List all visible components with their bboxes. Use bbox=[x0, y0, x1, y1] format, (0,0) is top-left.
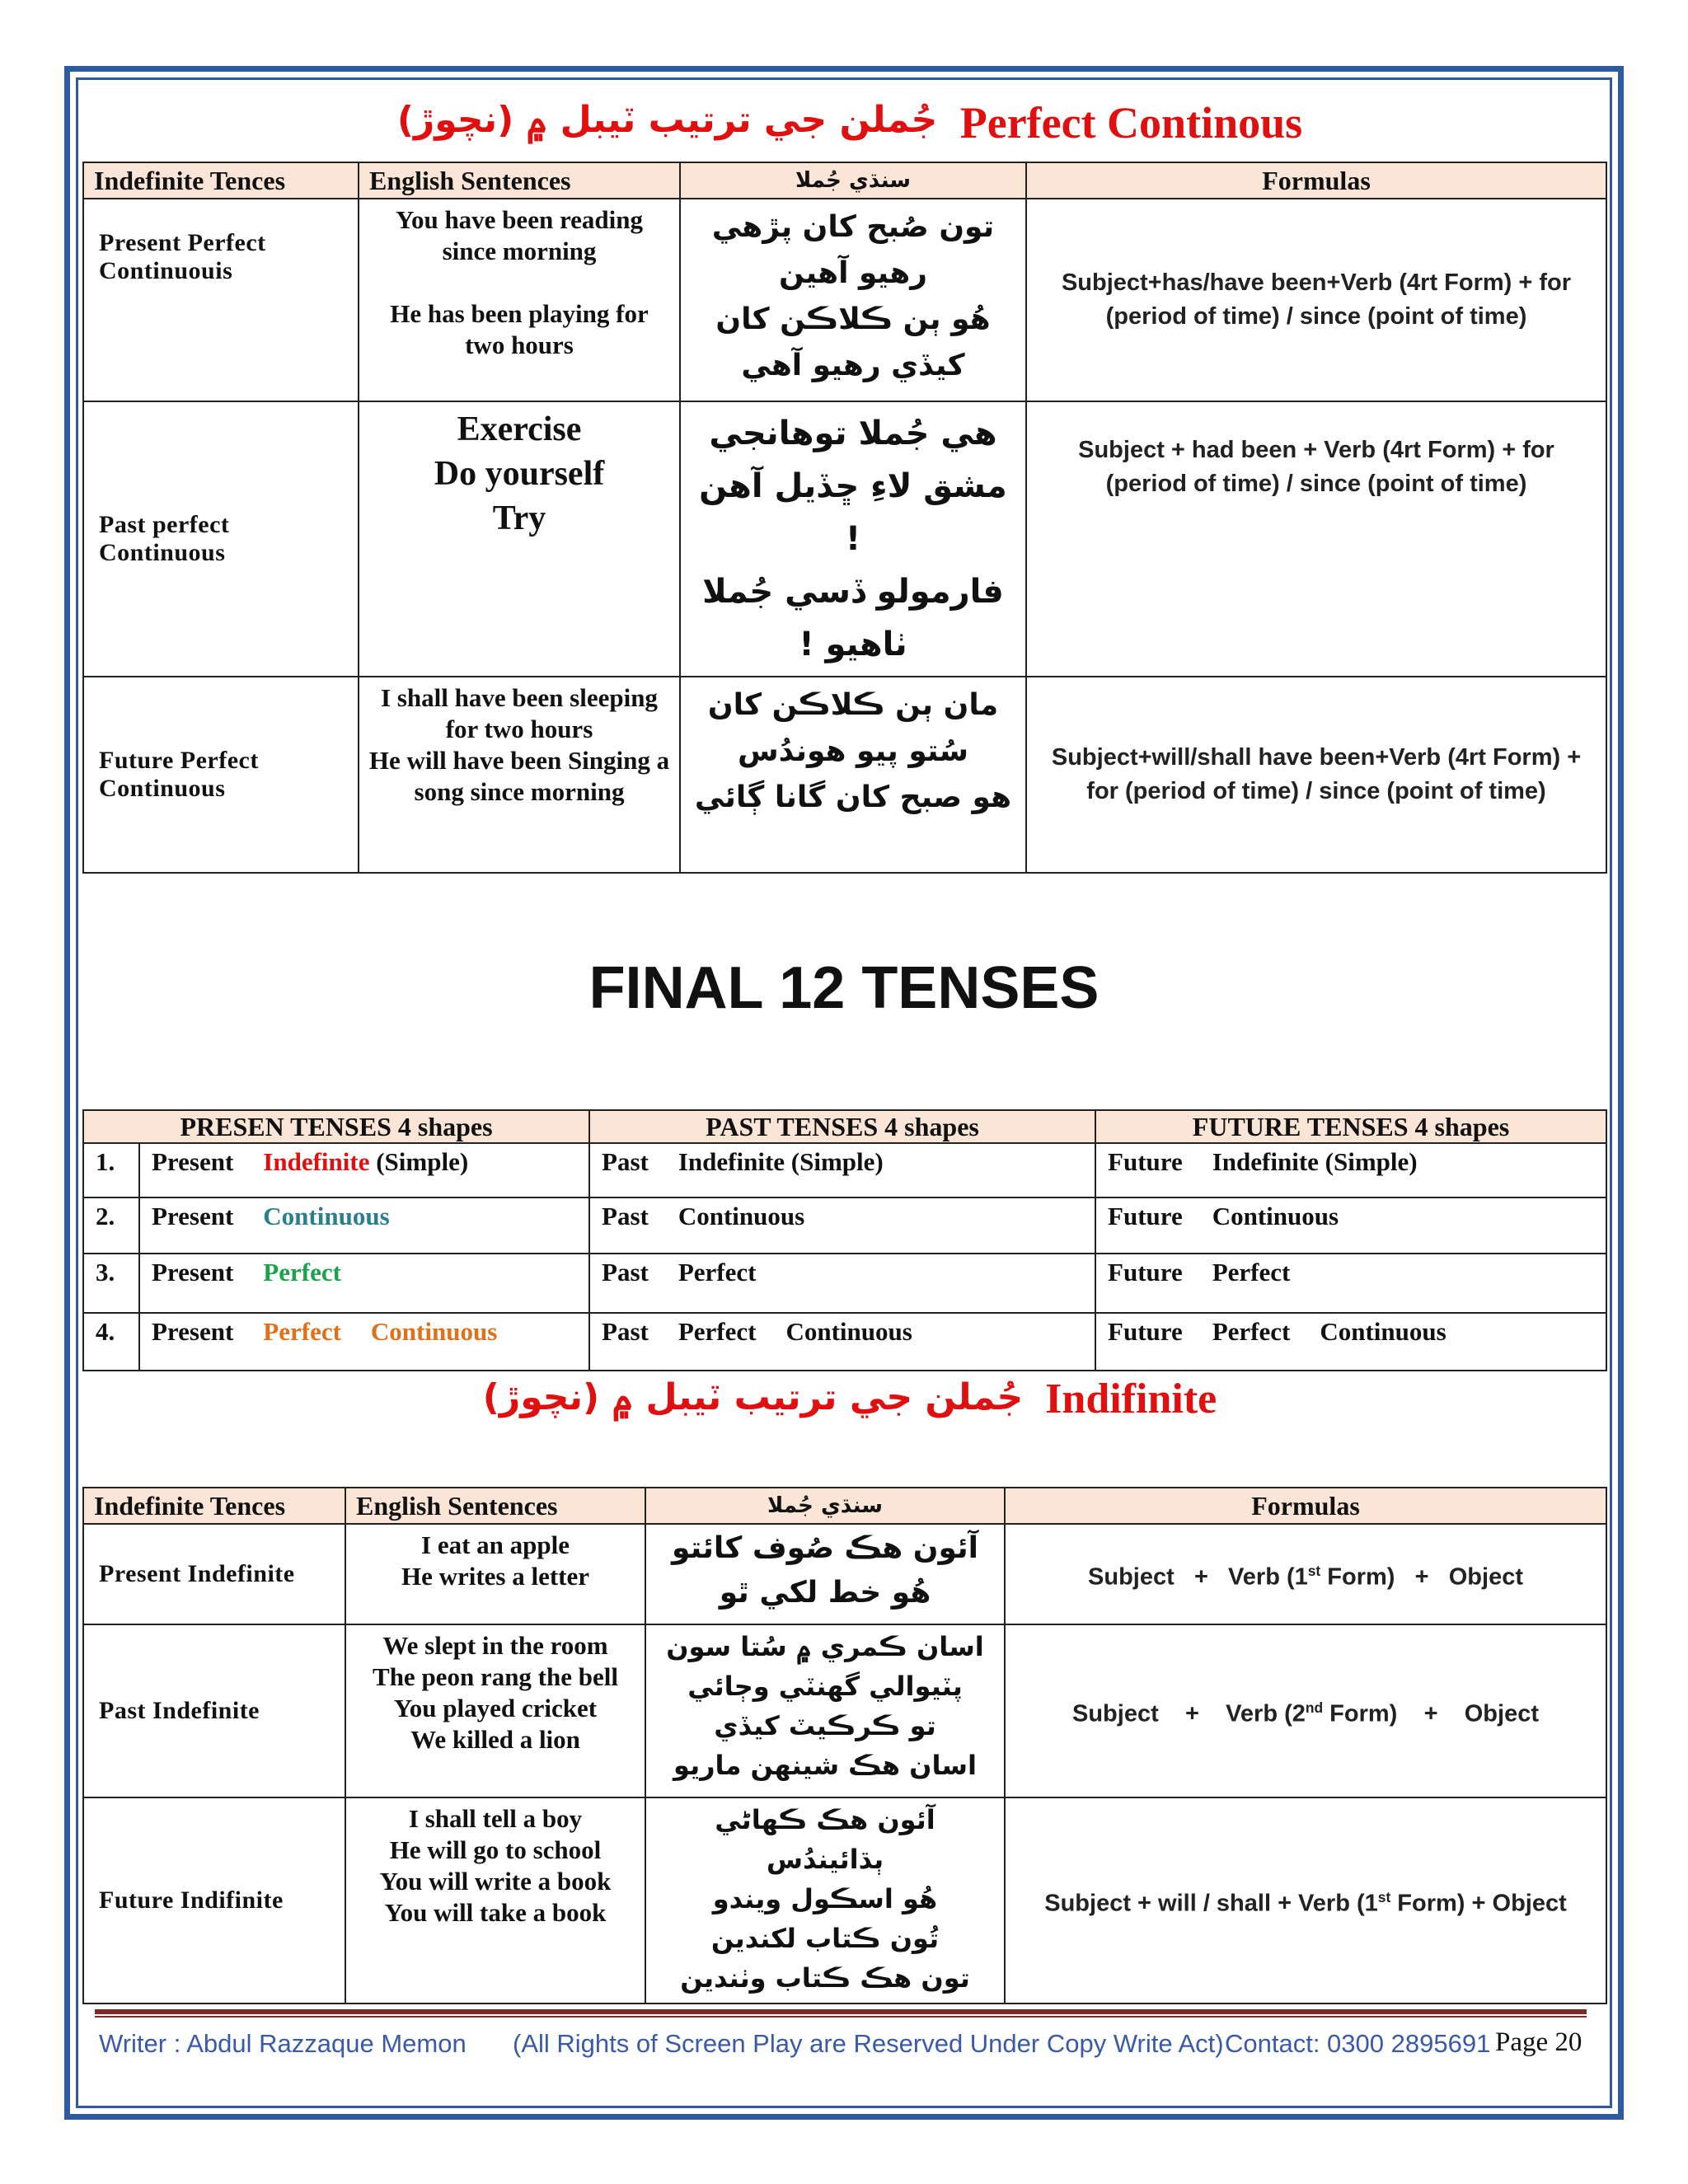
sentence: He has been playing for two hours bbox=[390, 299, 649, 359]
future-tense-cell: Future Perfect Continuous bbox=[1095, 1313, 1606, 1371]
formula: Subject+has/have been+Verb (4rt Form) + for (period of time) / since (point of time) bbox=[1026, 199, 1606, 401]
footer-contact: Contact: 0300 2895691 bbox=[1225, 2029, 1491, 2058]
sentence: آئون هڪ ڪهاڻي ٻڌائيندُس bbox=[715, 1804, 935, 1875]
sentence: اسان هڪ شينهن ماريو bbox=[673, 1750, 977, 1781]
header-english: English Sentences bbox=[359, 162, 680, 199]
table-row bbox=[83, 1143, 1606, 1197]
sentence: هُو خط لکي ٿو bbox=[719, 1576, 931, 1610]
english-sentences bbox=[359, 677, 680, 873]
final-tenses-heading: FINAL 12 TENSES bbox=[588, 955, 1100, 1021]
sentence: Try bbox=[492, 499, 546, 537]
sentence: هو صبح کان گانا ڳائي bbox=[694, 780, 1012, 814]
sentence: مان ٻن ڪلاڪن کان سُتو پيو هوندُس bbox=[707, 688, 999, 768]
future-tense-cell: Future Continuous bbox=[1095, 1197, 1606, 1254]
sentence: You will take a book bbox=[384, 1898, 607, 1927]
header-formulas: Formulas bbox=[1005, 1488, 1606, 1524]
title-sindhi: جُملن جي ترتيب ٽيبل ۾ (نچوڙ) bbox=[396, 99, 938, 141]
header-sindhi: سنڌي جُملا bbox=[645, 1488, 1005, 1524]
title-english: Perfect Continous bbox=[959, 98, 1303, 148]
table-row bbox=[83, 1197, 1606, 1254]
page-number: Page 20 bbox=[1495, 2027, 1582, 2057]
tense-label: Future Indifinite bbox=[83, 1797, 345, 2004]
header-tenses: Indefinite Tences bbox=[83, 162, 359, 199]
future-tense-cell: Future Indefinite (Simple) bbox=[1095, 1143, 1606, 1197]
tense-label: Present Indefinite bbox=[83, 1524, 345, 1624]
sentence: He will go to school bbox=[389, 1835, 602, 1864]
sentence: We killed a lion bbox=[410, 1725, 580, 1754]
table-row bbox=[83, 199, 1606, 401]
tense-label: Past Indefinite bbox=[83, 1624, 345, 1797]
english-sentences bbox=[345, 1624, 645, 1797]
sindhi-sentences bbox=[645, 1624, 1005, 1797]
sentence: فارمولو ڏسي جُملا ٺاهيو ! bbox=[702, 573, 1004, 663]
header-english: English Sentences bbox=[345, 1488, 645, 1524]
row-number: 2. bbox=[83, 1197, 139, 1254]
present-tense-cell: Present Perfect bbox=[139, 1254, 589, 1313]
perfect-continuous-table bbox=[82, 162, 1607, 874]
sentence: تون هڪ ڪتاب وٺندين bbox=[680, 1962, 970, 1994]
present-tense-cell: Present Perfect Continuous bbox=[139, 1313, 589, 1371]
sentence: You have been reading since morning bbox=[396, 205, 643, 265]
past-tense-cell: Past Perfect Continuous bbox=[589, 1313, 1095, 1371]
header-formulas: Formulas bbox=[1026, 162, 1606, 199]
sentence: تون صُبح کان پڙهي رهيو آهين bbox=[711, 210, 995, 290]
footer-rule bbox=[95, 2009, 1587, 2014]
row-number: 3. bbox=[83, 1254, 139, 1313]
table-row bbox=[83, 1524, 1606, 1624]
twelve-tenses-table bbox=[82, 1109, 1607, 1371]
sentence: The peon rang the bell bbox=[373, 1662, 618, 1691]
formula: Subject + Verb (1st Form) + Object bbox=[1005, 1524, 1606, 1624]
formula: Subject + will / shall + Verb (1st Form) + Object bbox=[1005, 1797, 1606, 2004]
formula: Subject + had been + Verb (4rt Form) + for (period of time) / since (point of time) bbox=[1026, 401, 1606, 677]
footer-writer: Writer : Abdul Razzaque Memon bbox=[99, 2029, 467, 2058]
exercise-note bbox=[359, 401, 680, 677]
sentence: هُو ٻن ڪلاڪن کان کيڏي رهيو آهي bbox=[715, 302, 991, 382]
sindhi-sentences bbox=[645, 1797, 1005, 2004]
sentence: He will have been Singing a song since morning bbox=[368, 746, 670, 806]
header-sindhi: سنڌي جُملا bbox=[680, 162, 1026, 199]
sentence: I shall have been sleeping for two hours bbox=[381, 683, 658, 743]
formula: Subject+will/shall have been+Verb (4rt Form) + for (period of time) / since (point of time) bbox=[1026, 677, 1606, 873]
english-sentences bbox=[359, 199, 680, 401]
sentence: You played cricket bbox=[393, 1694, 598, 1722]
sindhi-sentences bbox=[645, 1524, 1005, 1624]
row-number: 4. bbox=[83, 1313, 139, 1371]
sentence: Do yourself bbox=[434, 455, 605, 493]
table-row bbox=[83, 677, 1606, 873]
table-row bbox=[83, 1624, 1606, 1797]
sindhi-sentences bbox=[680, 401, 1026, 677]
sentence: هي جُملا توهانجي مشق لاءِ ڇڏيل آهن ! bbox=[699, 415, 1007, 558]
sentence: He writes a letter bbox=[401, 1562, 590, 1591]
table-row bbox=[83, 1254, 1606, 1313]
sentence: هُو اسڪول ويندو bbox=[712, 1883, 938, 1915]
sentence: We slept in the room bbox=[382, 1631, 608, 1660]
table-row bbox=[83, 401, 1606, 677]
header-future: FUTURE TENSES 4 shapes bbox=[1095, 1110, 1606, 1143]
present-tense-cell: Present Indefinite (Simple) bbox=[139, 1143, 589, 1197]
sentence: تُون ڪتاب لکندين bbox=[710, 1923, 940, 1954]
table-row bbox=[83, 1313, 1606, 1371]
sentence: I eat an apple bbox=[421, 1530, 570, 1559]
title-english: Indifinite bbox=[1045, 1376, 1217, 1422]
past-tense-cell: Past Indefinite (Simple) bbox=[589, 1143, 1095, 1197]
sindhi-sentences bbox=[680, 199, 1026, 401]
table-row bbox=[83, 1797, 1606, 2004]
row-number: 1. bbox=[83, 1143, 139, 1197]
header-past: PAST TENSES 4 shapes bbox=[589, 1110, 1095, 1143]
sentence: اسان ڪمري ۾ سُتا سون bbox=[666, 1631, 984, 1662]
english-sentences bbox=[345, 1797, 645, 2004]
past-tense-cell: Past Perfect bbox=[589, 1254, 1095, 1313]
tense-label: Future Perfect Continuous bbox=[83, 677, 359, 873]
sentence: پٽيوالي گهنٽي وڄائي bbox=[687, 1671, 963, 1702]
future-tense-cell: Future Perfect bbox=[1095, 1254, 1606, 1313]
sentence: I shall tell a boy bbox=[408, 1804, 583, 1833]
sentence: تو ڪرڪيٽ کيڏي bbox=[714, 1710, 936, 1741]
footer-rule-thin bbox=[95, 2016, 1587, 2018]
sindhi-sentences bbox=[680, 677, 1026, 873]
indefinite-table bbox=[82, 1487, 1607, 2004]
title-sindhi: جُملن جي ترتيب ٽيبل ۾ (نچوڙ) bbox=[482, 1376, 1024, 1418]
tense-label: Present Perfect Continuouis bbox=[83, 199, 359, 401]
english-sentences bbox=[345, 1524, 645, 1624]
footer-rights: (All Rights of Screen Play are Reserved Under Copy Write Act) bbox=[513, 2029, 1224, 2058]
sentence: Exercise bbox=[457, 410, 582, 448]
past-tense-cell: Past Continuous bbox=[589, 1197, 1095, 1254]
sentence: You will write a book bbox=[379, 1867, 612, 1896]
indefinite-title bbox=[82, 1375, 1606, 1423]
header-present: PRESEN TENSES 4 shapes bbox=[83, 1110, 589, 1143]
perfect-continuous-title bbox=[82, 97, 1606, 148]
formula: Subject + Verb (2nd Form) + Object bbox=[1005, 1624, 1606, 1797]
header-tenses: Indefinite Tences bbox=[83, 1488, 345, 1524]
tense-label: Past perfect Continuous bbox=[83, 401, 359, 677]
present-tense-cell: Present Continuous bbox=[139, 1197, 589, 1254]
sentence: آئون هڪ صُوف کائتو bbox=[672, 1531, 978, 1565]
